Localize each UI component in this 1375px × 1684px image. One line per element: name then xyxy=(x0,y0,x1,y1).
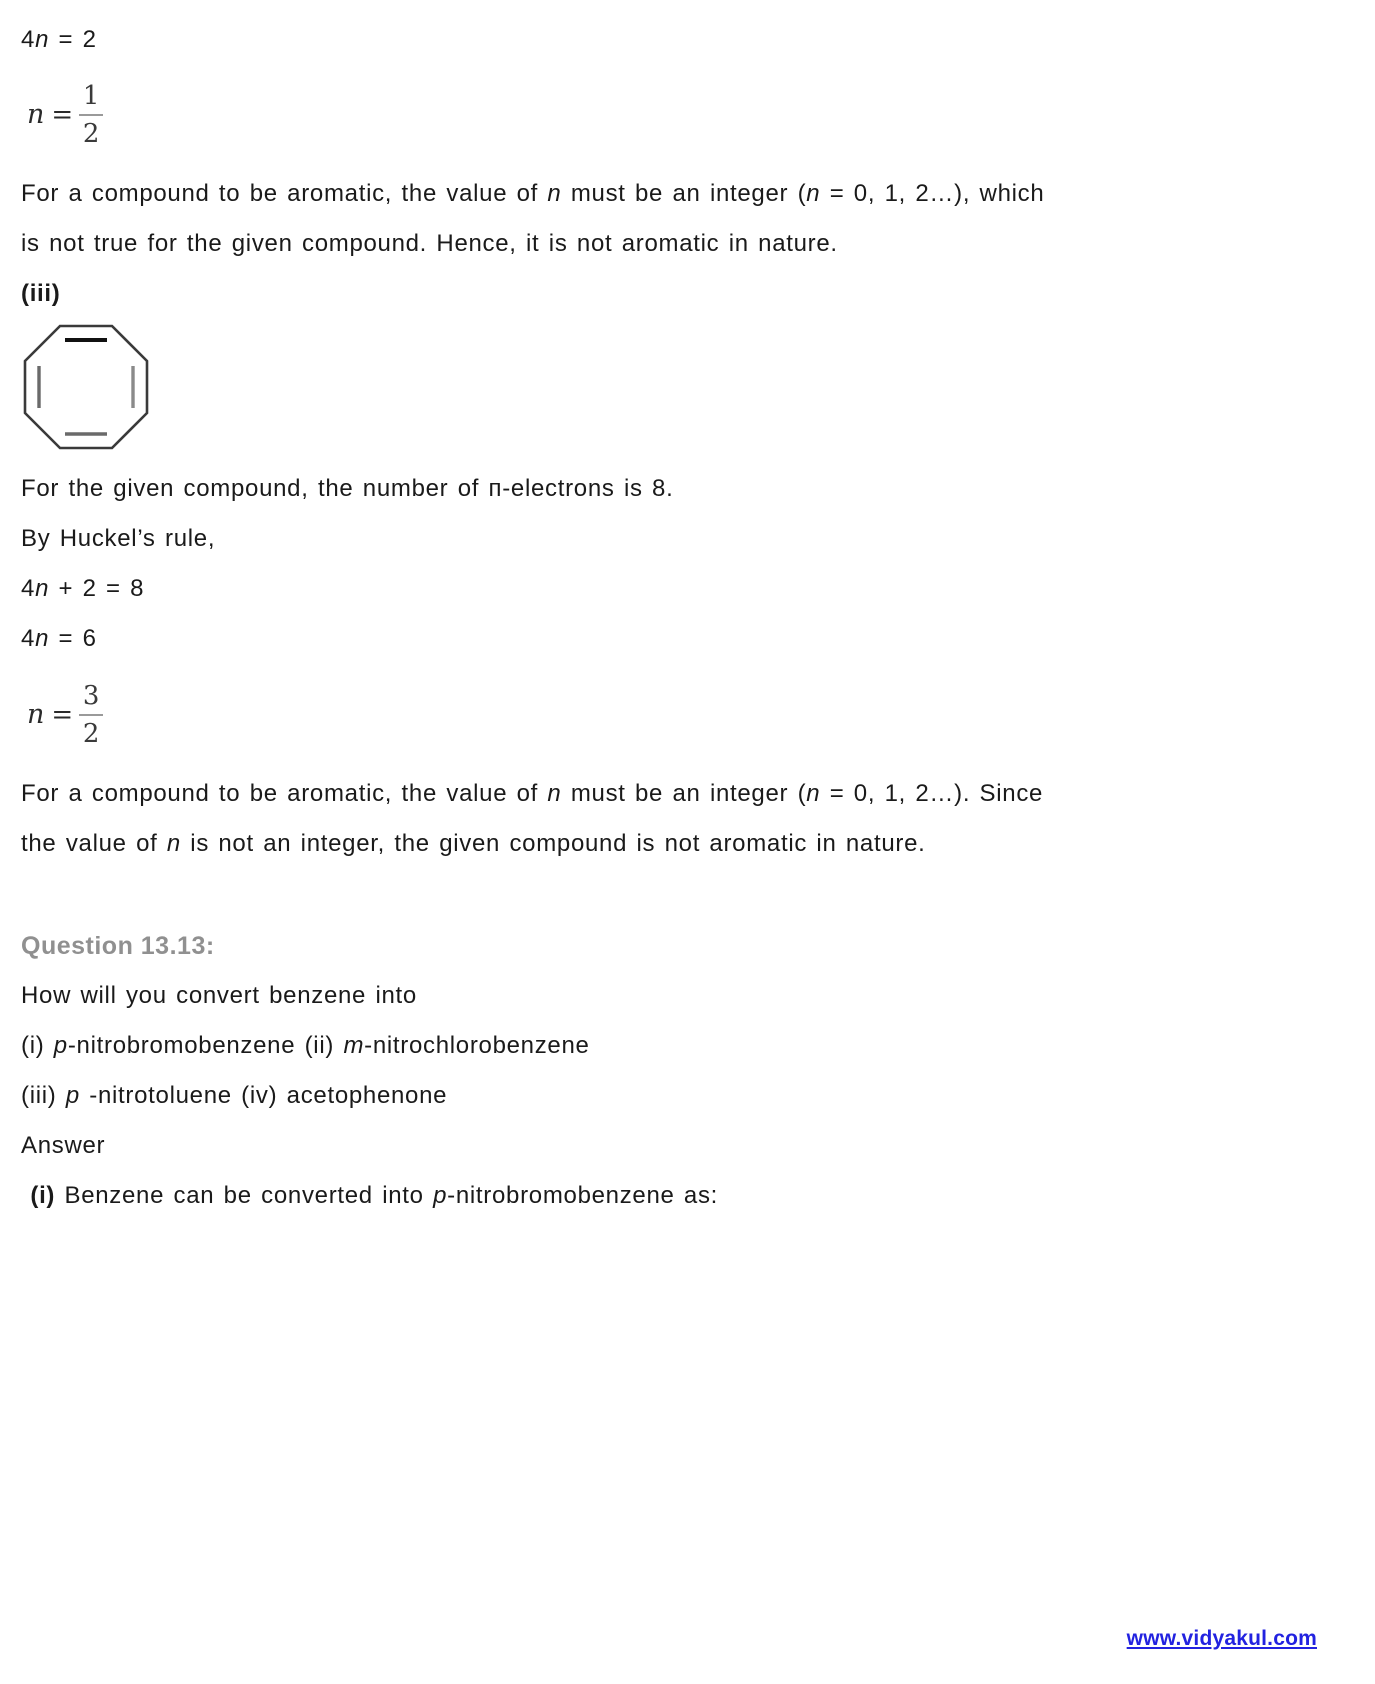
question-options-2: (iii) p -nitrotoluene (iv) acetophenone xyxy=(21,1082,448,1109)
equals-sign: = xyxy=(51,99,74,130)
item-label-iii: (iii) xyxy=(21,280,61,307)
fraction-numerator: 3 xyxy=(82,680,100,711)
equation-4n-equals-6: 4n = 6 xyxy=(21,625,97,652)
paragraph-line: For a compound to be aromatic, the value of n must be an integer (n = 0, 1, 2…), which xyxy=(21,180,1045,207)
equation-4n-plus-2-equals-8: 4n + 2 = 8 xyxy=(21,575,145,602)
question-text: How will you convert benzene into xyxy=(21,982,417,1009)
vidyakul-link[interactable]: www.vidyakul.com xyxy=(1126,1627,1317,1650)
cyclooctatetraene-ring-diagram xyxy=(23,324,149,450)
equals-sign: = xyxy=(51,699,74,730)
paragraph-line: For a compound to be aromatic, the value of n must be an integer (n = 0, 1, 2…). Since xyxy=(21,780,1044,807)
equation-n-equals-three-halves xyxy=(27,667,1285,762)
equation-n-equals-one-half xyxy=(27,67,1285,162)
paragraph-pi-electrons: For the given compound, the number of п-electrons is 8. xyxy=(21,475,674,502)
fraction-stack xyxy=(79,80,103,150)
paragraph-line: is not true for the given compound. Hence, it is not aromatic in nature. xyxy=(21,230,838,257)
question-options-1: (i) p-nitrobromobenzene (ii) m-nitrochlorobenzene xyxy=(21,1032,590,1059)
fraction-bar xyxy=(79,114,103,116)
fraction-denominator: 2 xyxy=(82,718,100,749)
paragraph-aromatic-1 xyxy=(21,169,1285,269)
question-heading: Question 13.13: xyxy=(21,932,215,960)
answer-intro-line: (i) Benzene can be converted into p-nitrobromobenzene as: xyxy=(30,1182,719,1209)
fraction-denominator: 2 xyxy=(82,118,100,149)
fraction-lhs: n xyxy=(27,99,45,130)
paragraph-aromatic-2 xyxy=(21,769,1285,869)
fraction-lhs: n xyxy=(27,699,45,730)
fraction-numerator: 1 xyxy=(82,80,100,111)
fraction-stack xyxy=(79,680,103,750)
paragraph-line: the value of n is not an integer, the given compound is not aromatic in nature. xyxy=(21,830,926,857)
fraction-bar xyxy=(79,714,103,716)
equation-4n-equals-2: 4n = 2 xyxy=(21,26,97,53)
paragraph-huckel-rule: By Huckel’s rule, xyxy=(21,525,216,552)
answer-label: Answer xyxy=(21,1132,106,1159)
